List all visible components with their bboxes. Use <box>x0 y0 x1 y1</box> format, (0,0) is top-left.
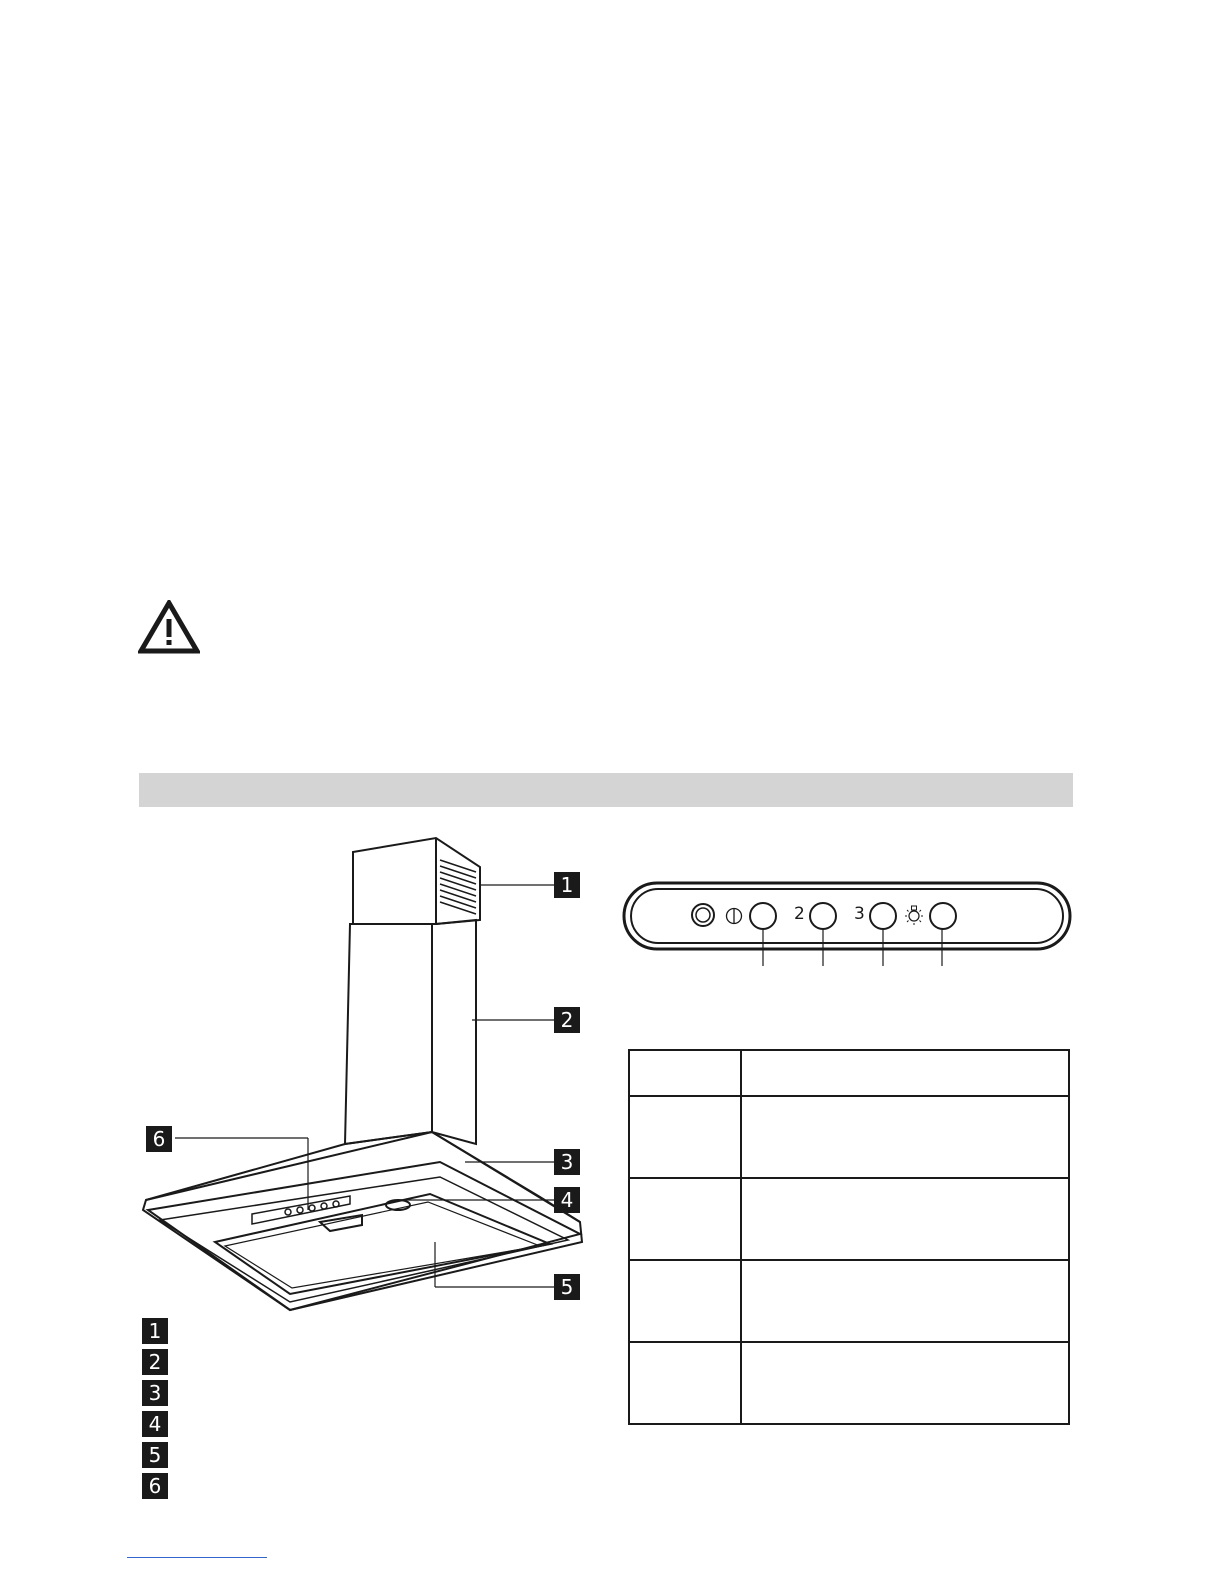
legend-number: 6 <box>142 1473 168 1499</box>
table-cell <box>629 1178 741 1260</box>
callout-4: 4 <box>554 1187 580 1213</box>
legend-row-2 <box>142 1349 582 1375</box>
table-cell <box>741 1178 1069 1260</box>
light-bulb-icon <box>904 904 924 926</box>
legend-row-6 <box>142 1473 582 1499</box>
table-header-cell <box>629 1050 741 1096</box>
footer-link-underline[interactable] <box>127 1557 267 1558</box>
table-cell <box>741 1342 1069 1424</box>
speed-1-icon <box>725 906 743 926</box>
speed-2-label: 2 <box>794 904 805 924</box>
cooker-hood-drawing <box>140 832 590 1312</box>
legend-number: 3 <box>142 1380 168 1406</box>
legend-number: 5 <box>142 1442 168 1468</box>
section-header-bar <box>139 773 1073 807</box>
table-row <box>629 1178 1069 1260</box>
control-panel-drawing <box>620 880 1075 970</box>
table-row <box>629 1260 1069 1342</box>
table-cell <box>629 1260 741 1342</box>
control-function-table <box>628 1049 1070 1425</box>
legend-row-3 <box>142 1380 582 1406</box>
legend-number: 1 <box>142 1318 168 1344</box>
legend-number: 4 <box>142 1411 168 1437</box>
table-cell <box>629 1096 741 1178</box>
table-cell <box>741 1260 1069 1342</box>
legend-row-1 <box>142 1318 582 1344</box>
table-row <box>629 1342 1069 1424</box>
table-row <box>629 1096 1069 1178</box>
warning-triangle-icon <box>138 600 200 654</box>
legend-row-5 <box>142 1442 582 1468</box>
control-panel-illustration <box>620 880 1075 970</box>
callout-2: 2 <box>554 1007 580 1033</box>
table-cell <box>741 1096 1069 1178</box>
legend-number: 2 <box>142 1349 168 1375</box>
speed-3-label: 3 <box>854 904 865 924</box>
legend-row-4 <box>142 1411 582 1437</box>
table-cell <box>629 1342 741 1424</box>
callout-1: 1 <box>554 872 580 898</box>
callout-3: 3 <box>554 1149 580 1175</box>
cooker-hood-illustration <box>140 832 590 1312</box>
table-header-row <box>629 1050 1069 1096</box>
callout-5: 5 <box>554 1274 580 1300</box>
callout-6: 6 <box>146 1126 172 1152</box>
table-header-cell <box>741 1050 1069 1096</box>
